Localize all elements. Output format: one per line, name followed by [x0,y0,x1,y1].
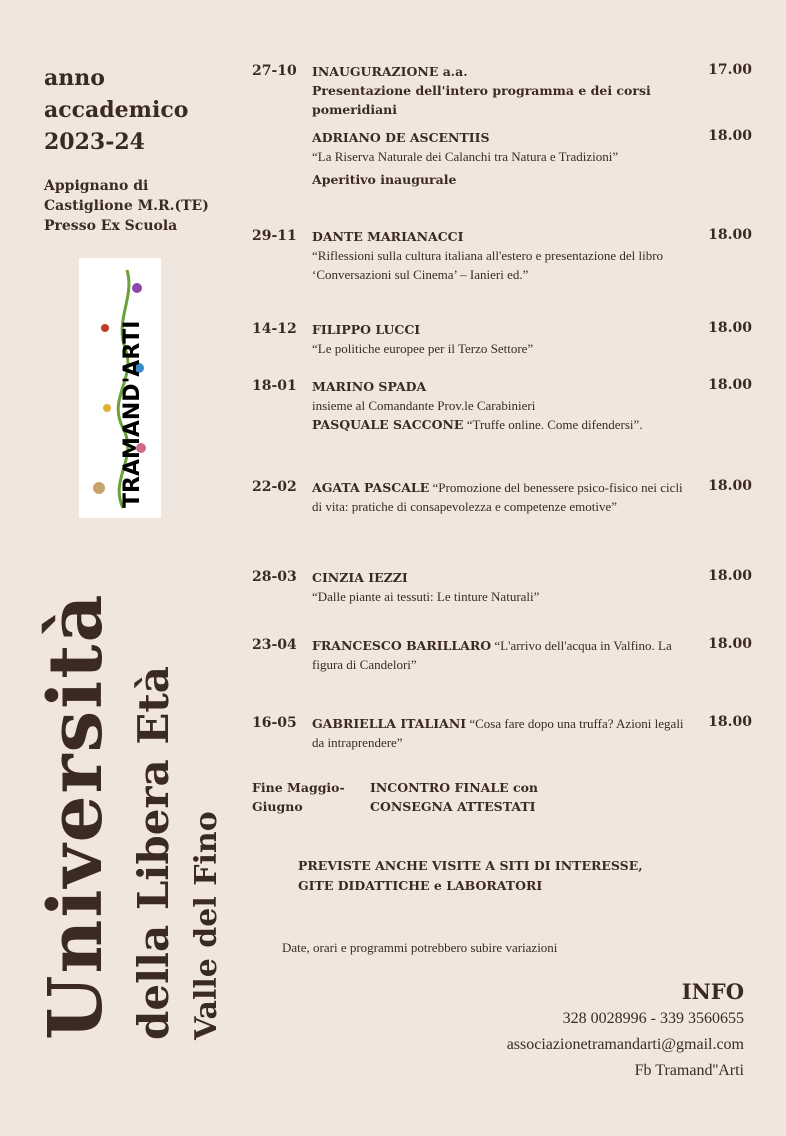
event-description: “Riflessioni sulla cultura italiana all'estero e presentazione del libro ‘Conversazioni sul Cinema’ – Ianieri ed.” [312,248,664,282]
left-header [44,62,244,236]
event-row [252,62,752,119]
info-block [507,978,744,1084]
event-description: “L'arrivo dell'acqua in Valfino. La figura di Candelori” [312,638,672,672]
location-line-3: Presso Ex Scuola [44,218,178,234]
info-heading: INFO [681,979,744,1004]
info-phones: 328 0028996 - 339 3560655 [562,1010,744,1027]
vertical-region: Valle del Fino [189,811,224,1040]
academic-year: 2023-24 [44,129,145,155]
event-speaker: AGATA PASCALE [312,480,430,495]
final-when [252,778,370,816]
logo-art-icon [79,258,161,518]
event-speaker: INAUGURAZIONE a.a. [312,64,468,79]
final-meeting [252,778,590,816]
event-date: 29-11 [252,228,297,244]
event-time: 18.00 [708,568,752,584]
event-speaker: ADRIANO DE ASCENTIIS [312,130,490,145]
extra-activities-line-1: PREVISTE ANCHE VISITE A SITI DI INTERESSE, [298,858,643,873]
event-date: 18-01 [252,378,297,394]
location-line-1: Appignano di [44,178,149,194]
event-row [252,568,752,606]
event-row [252,478,752,516]
vertical-subtitle: della Libera Età [129,665,178,1040]
accademico-label: accademico [44,97,189,123]
location [44,176,244,236]
location-line-2: Castiglione M.R.(TE) [44,198,209,214]
event-time: 18.00 [708,227,752,243]
final-what [370,778,590,816]
event-body [312,714,692,752]
event-time: 18.00 [708,377,752,393]
event-date: 14-12 [252,321,297,337]
event-time: 18.00 [708,636,752,652]
event-body [312,478,692,516]
tramandarti-logo [79,258,161,518]
event-body [312,128,692,189]
event-speaker: FRANCESCO BARILLARO [312,638,492,653]
event-row [252,377,752,434]
event-date: 28-03 [252,569,297,585]
event-row [252,714,752,752]
event-body [312,636,692,674]
event-description: “Cosa fare dopo una truffa? Azioni legali da intraprendere” [312,716,684,750]
event-body [312,377,692,434]
event-speaker: CINZIA IEZZI [312,570,408,585]
event-row [252,320,752,358]
event-speaker: DANTE MARIANACCI [312,229,464,244]
final-when-line-1: Fine Maggio- [252,780,345,795]
event-date: 27-10 [252,63,297,79]
variation-notice: Date, orari e programmi potrebbero subire variazioni [282,940,558,955]
event-row [252,227,752,284]
event-speaker-2: PASQUALE SACCONE [312,417,464,432]
event-body [312,320,692,358]
extra-activities [298,856,643,896]
info-email[interactable]: associazionetramandarti@gmail.com [506,1036,744,1053]
event-description: “Le politiche europee per il Terzo Settore” [312,341,534,356]
event-description-pre: insieme al Comandante Prov.le Carabinieri [312,398,536,413]
event-time: 18.00 [708,478,752,494]
vertical-title: Università [33,592,119,1040]
logo-text: TRAMAND'ARTI [120,320,145,508]
event-description: Presentazione dell'intero programma e dei corsi pomeridiani [312,83,651,117]
extra-activities-line-2: GITE DIDATTICHE e LABORATORI [298,878,543,893]
event-description: “Promozione del benessere psico-fisico nei cicli di vita: pratiche di consapevolezza e competenze emotive” [312,480,683,514]
event-body [312,568,692,606]
event-row [252,636,752,674]
event-date: 22-02 [252,479,297,495]
event-date: 16-05 [252,715,297,731]
event-body [312,227,692,284]
info-facebook[interactable]: Fb Tramand''Arti [634,1062,744,1079]
event-time: 18.00 [708,128,752,144]
event-time: 17.00 [708,62,752,78]
anno-label: anno [44,65,105,91]
final-what-line-1: INCONTRO FINALE con [370,780,539,795]
event-speaker: FILIPPO LUCCI [312,322,421,337]
event-description: “La Riserva Naturale dei Calanchi tra Natura e Tradizioni” [312,149,619,164]
event-description: “Dalle piante ai tessuti: Le tinture Naturali” [312,589,540,604]
event-speaker: MARINO SPADA [312,379,427,394]
event-date: 23-04 [252,637,297,653]
event-description: “Truffe online. Come difendersi”. [466,417,643,432]
final-when-line-2: Giugno [252,799,303,814]
event-time: 18.00 [708,714,752,730]
event-row [252,128,752,189]
event-extra: Aperitivo inaugurale [312,172,457,187]
event-time: 18.00 [708,320,752,336]
event-body [312,62,692,119]
event-date [252,128,312,189]
event-speaker: GABRIELLA ITALIANI [312,716,467,731]
final-what-line-2: CONSEGNA ATTESTATI [370,799,536,814]
